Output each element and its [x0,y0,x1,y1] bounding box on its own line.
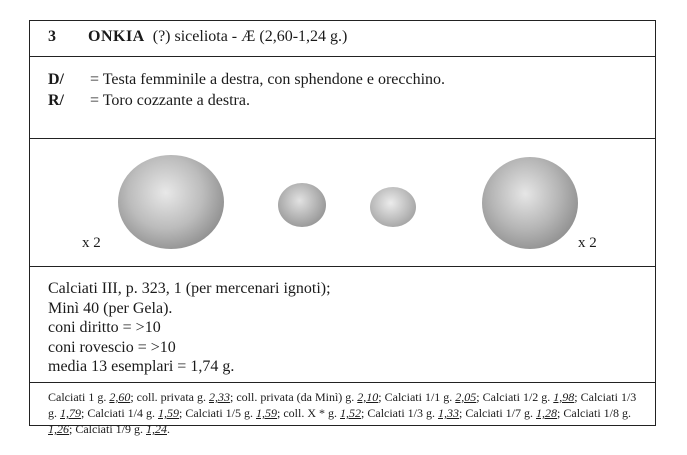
specimen-separator: ; [459,406,466,420]
specimen-separator: ; [277,406,284,420]
specimen-weight: 1,52 [340,406,362,420]
specimen-entry [48,390,137,404]
catalog-card [29,20,656,436]
specimen-separator: . [167,422,170,436]
specimen-weight: 1,26 [48,422,69,436]
reference-line: Calciati III, p. 323, 1 (per mercenari ignoti); [48,280,331,297]
specimen-separator: ; [476,390,483,404]
reference-line: coni rovescio = >10 [48,338,176,356]
header-section [30,21,655,57]
obverse-text: = Testa femminile a destra, con sphendone e orecchino. [90,71,446,88]
specimen-entry [185,406,283,420]
coin-reverse-image [370,187,416,227]
reference-line: media 13 esemplari = 1,74 g. [48,358,235,375]
specimens-section [30,383,655,436]
references-section [30,267,655,383]
obverse-row [48,69,445,90]
specimen-source: coll. privata g. [136,390,209,404]
specimen-separator: ; [378,390,385,404]
specimen-entry [483,390,581,404]
specimen-separator: ; [361,406,368,420]
coin-images-section [30,139,655,267]
specimen-separator: ; [179,406,186,420]
specimen-source: Calciati 1/2 g. [482,390,554,404]
specimen-weight: 1,98 [553,390,575,404]
specimen-entry [87,406,185,420]
specimen-weight: 2,10 [357,390,379,404]
reference-line: coni diritto = >10 [48,319,161,336]
left-scale-label: x 2 [82,235,101,251]
specimen-entry [283,406,367,420]
reverse-row [48,90,445,111]
specimen-separator: ; [229,390,237,404]
right-scale-label: x 2 [578,235,597,251]
specimen-source: coll. X * g. [283,406,341,420]
specimen-separator: ; [69,422,76,436]
specimen-source: Calciati 1/1 g. [384,390,456,404]
obverse-label: D/ [48,71,64,88]
specimen-source: Calciati 1/4 g. [87,406,158,420]
coin-reverse-enlarged-image [482,157,578,249]
entry-name: ONKIA [88,28,145,45]
specimen-entry [236,390,384,404]
description-section [30,57,655,139]
specimen-source: Calciati 1/5 g. [185,406,256,420]
specimen-weight: 1,79 [60,406,81,420]
specimen-weight: 1,28 [536,406,558,420]
entry-number: 3 [48,28,56,45]
specimen-entry [465,406,563,420]
specimen-weight: 1,59 [256,406,277,420]
specimen-entry [367,406,465,420]
specimen-entry [137,390,237,404]
specimen-separator: ; [557,406,564,420]
specimen-separator: ; [81,406,88,420]
reference-line: Minì 40 (per Gela). [48,299,173,317]
coin-obverse-enlarged-image [118,155,224,249]
specimen-separator: ; [574,390,581,404]
specimen-weight: 2,33 [208,390,230,404]
specimen-source: Calciati 1/3 g. [48,390,637,420]
specimen-separator: ; [130,390,137,404]
reverse-label: R/ [48,92,64,109]
specimen-source: Calciati 1/9 g. [75,422,146,436]
entry-heading [48,28,347,46]
specimen-weight: 2,05 [455,390,477,404]
specimen-entry [75,422,170,436]
specimen-weight: 1,59 [158,406,179,420]
specimen-weight: 1,24 [146,422,167,436]
specimen-source: coll. privata (da Minì) g. [236,390,358,404]
specimens-list [48,389,646,437]
specimen-source: Calciati 1 g. [48,390,110,404]
coin-obverse-image [278,183,326,227]
specimen-source: Calciati 1/8 g. [563,406,632,420]
references-list [48,279,331,377]
specimen-source: Calciati 1/7 g. [465,406,537,420]
reverse-text: = Toro cozzante a destra. [90,92,250,109]
specimen-weight: 2,60 [109,390,131,404]
specimen-weight: 1,33 [438,406,460,420]
specimen-entry [385,390,483,404]
specimen-source: Calciati 1/3 g. [367,406,439,420]
entry-attribution: (?) siceliota - Æ (2,60-1,24 g.) [152,28,348,45]
